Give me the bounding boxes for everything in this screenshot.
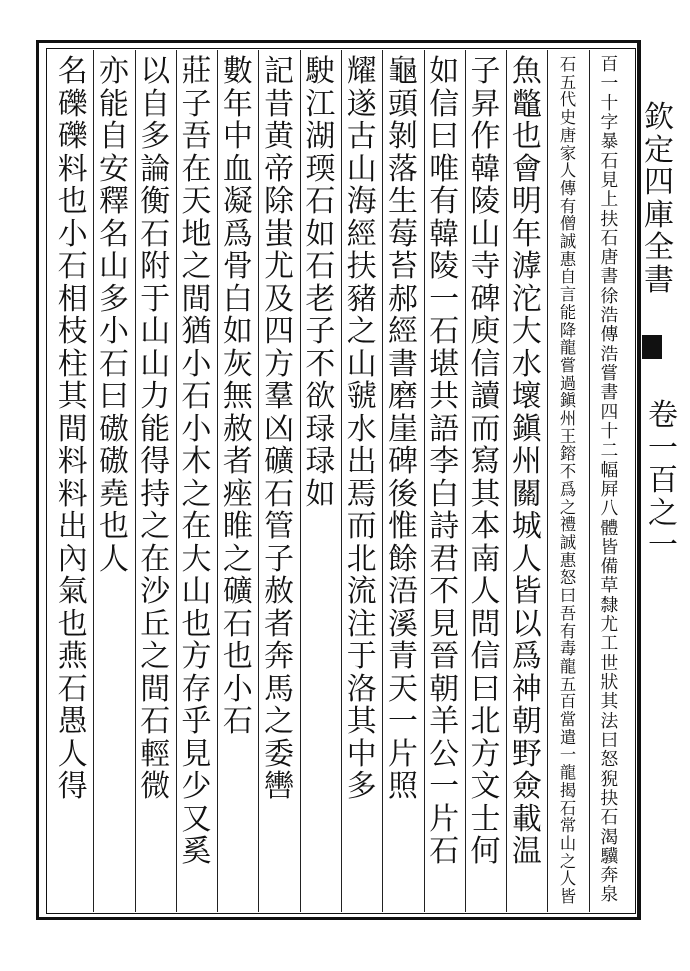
column-rule [217,50,218,912]
text-column: 亦 能 自 安 釋 名 山 多 小 石 曰 磝 磝 堯 也 人 [98,54,129,577]
text-column: 名 礫 礫 料 也 小 石 相 枝 柱 其 間 料 料 出 內 氣 也 燕 石 愚 人 得 [57,54,88,804]
text-column: 龜 頭 剝 落 生 莓 苔 郝 經 書 磨 崖 碑 後 惟 餘 浯 溪 青 天 一 片 照 [387,54,418,804]
text-column: 如 信 曰 唯 有 韓 陵 一 石 堪 共 語 李 白 詩 君 不 見 晉 朝 羊 公 一 片 石 [429,54,460,869]
text-column: 駛 江 湖 瑌 石 如 石 老 子 不 欲 琭 琭 如 [305,54,336,512]
text-column: 數 年 中 血 凝 爲 骨 白 如 灰 無 赦 者 痤 睢 之 礦 石 也 小 石 [222,54,253,739]
volume-label: 卷 一 百 之 一 [648,398,678,563]
running-title: 欽 定 四 庫 全 書 [644,100,674,298]
column-rule [465,50,466,912]
column-rule [93,50,94,912]
column-rule [300,50,301,912]
text-column: 莊 子 吾 在 天 地 之 間 猶 小 石 小 木 之 在 大 山 也 方 存 乎 見 少 又 奚 [181,54,212,869]
column-rule [341,50,342,912]
text-column: 子 昇 作 韓 陵 山 寺 碑 庾 信 讀 而 寫 其 本 南 人 問 信 曰 北 方 文 士 何 [470,54,501,869]
text-column: 石 五 代 史 唐 家 人 傳 有 僧 誠 惠 自 言 能 降 龍 嘗 過 鎭 州 王 鎔 不 爲 之 禮 誠 惠 怒 曰 吾 有 毒 龍 五 百 當 遣 一 龍 揭 石 常 山 之 人 皆 [559,55,577,907]
column-rule [424,50,425,912]
column-rule [547,50,548,912]
column-rule [258,50,259,912]
column-rule [589,50,590,912]
column-rule [176,50,177,912]
text-column: 記 昔 黄 帝 除 蚩 尤 及 四 方 羣 凶 礦 石 管 子 赦 者 奔 馬 之 委 轡 [264,54,294,804]
text-column: 以 自 多 論 衡 石 附 于 山 山 力 能 得 持 之 在 沙 丘 之 間 石 輕 微 [140,54,171,804]
gutter-rule [640,40,641,920]
column-rule [382,50,383,912]
column-rule [506,50,507,912]
text-column: 耀 遂 古 山 海 經 扶 豬 之 山 虢 水 出 焉 而 北 流 注 于 洛 其 中 多 [346,54,377,804]
column-rule [135,50,136,912]
text-column: 魚 鼈 也 會 明 年 滹 沱 大 水 壞 鎭 州 關 城 人 皆 以 爲 神 朝 野 僉 載 温 [511,54,542,869]
text-column: 百 一 十 字 暴 石 見 上 扶 石 唐 書 徐 浩 傳 浩 嘗 書 四 十 二 幅 屛 八 體 皆 備 草 隸 尤 工 世 狀 其 法 曰 怒 猊 抉 石 渴 驥 奔 泉 [600,55,619,906]
fish-tail-mark [642,335,662,359]
